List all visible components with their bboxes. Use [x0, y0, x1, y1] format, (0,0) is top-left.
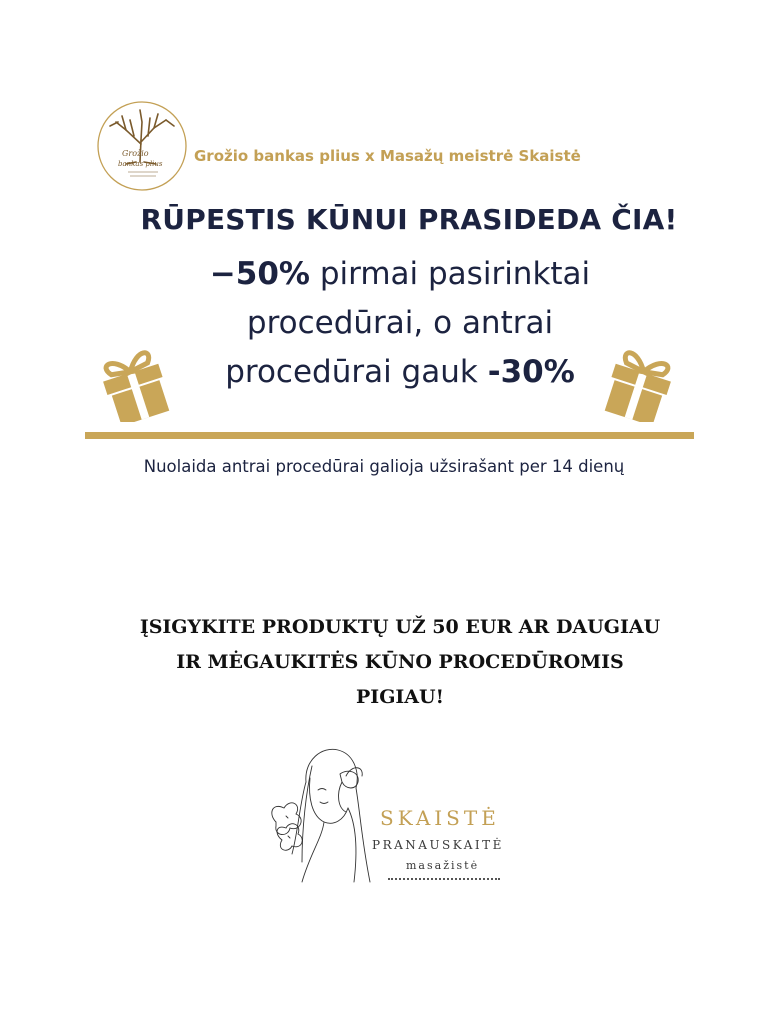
gift-icon	[596, 336, 682, 422]
gift-icon	[92, 336, 178, 422]
offer-discount-second: -30%	[487, 354, 575, 390]
promo-line-1: ĮSIGYKITE PRODUKTŲ UŽ 50 EUR AR DAUGIAU	[139, 616, 661, 638]
tree-logo-icon	[96, 100, 188, 192]
gold-divider	[85, 432, 694, 439]
offer-line-2: procedūrai, o antrai	[246, 305, 554, 341]
offer-line-3	[150, 348, 650, 397]
promo-line-2: IR MĖGAUKITĖS KŪNO PROCEDŪROMIS	[176, 651, 624, 673]
promo-text	[60, 610, 740, 715]
offer-text	[150, 250, 650, 397]
dotted-divider	[388, 878, 500, 880]
discount-note: Nuolaida antrai procedūrai galioja užsirašant per 14 dienų	[143, 457, 625, 476]
header-title: Grožio bankas plius x Masažų meistrė Skaistė	[194, 147, 581, 165]
promo-line-3: PIGIAU!	[356, 686, 444, 708]
offer-discount-first: −50%	[209, 256, 310, 292]
svg-text:Grožio: Grožio	[122, 149, 149, 158]
brand-surname: PRANAUSKAITĖ	[372, 838, 504, 852]
offer-line-1	[150, 250, 650, 299]
headline: RŪPESTIS KŪNUI PRASIDEDA ČIA!	[140, 203, 678, 236]
brand-role: masažistė	[406, 859, 480, 872]
brand-name: SKAISTĖ	[380, 806, 500, 830]
offer-line-1-rest: pirmai pasirinktai	[310, 256, 591, 292]
woman-line-art-icon	[262, 742, 392, 892]
offer-line-3-text: procedūrai gauk	[225, 354, 488, 390]
svg-text:bankas plius: bankas plius	[118, 160, 163, 168]
